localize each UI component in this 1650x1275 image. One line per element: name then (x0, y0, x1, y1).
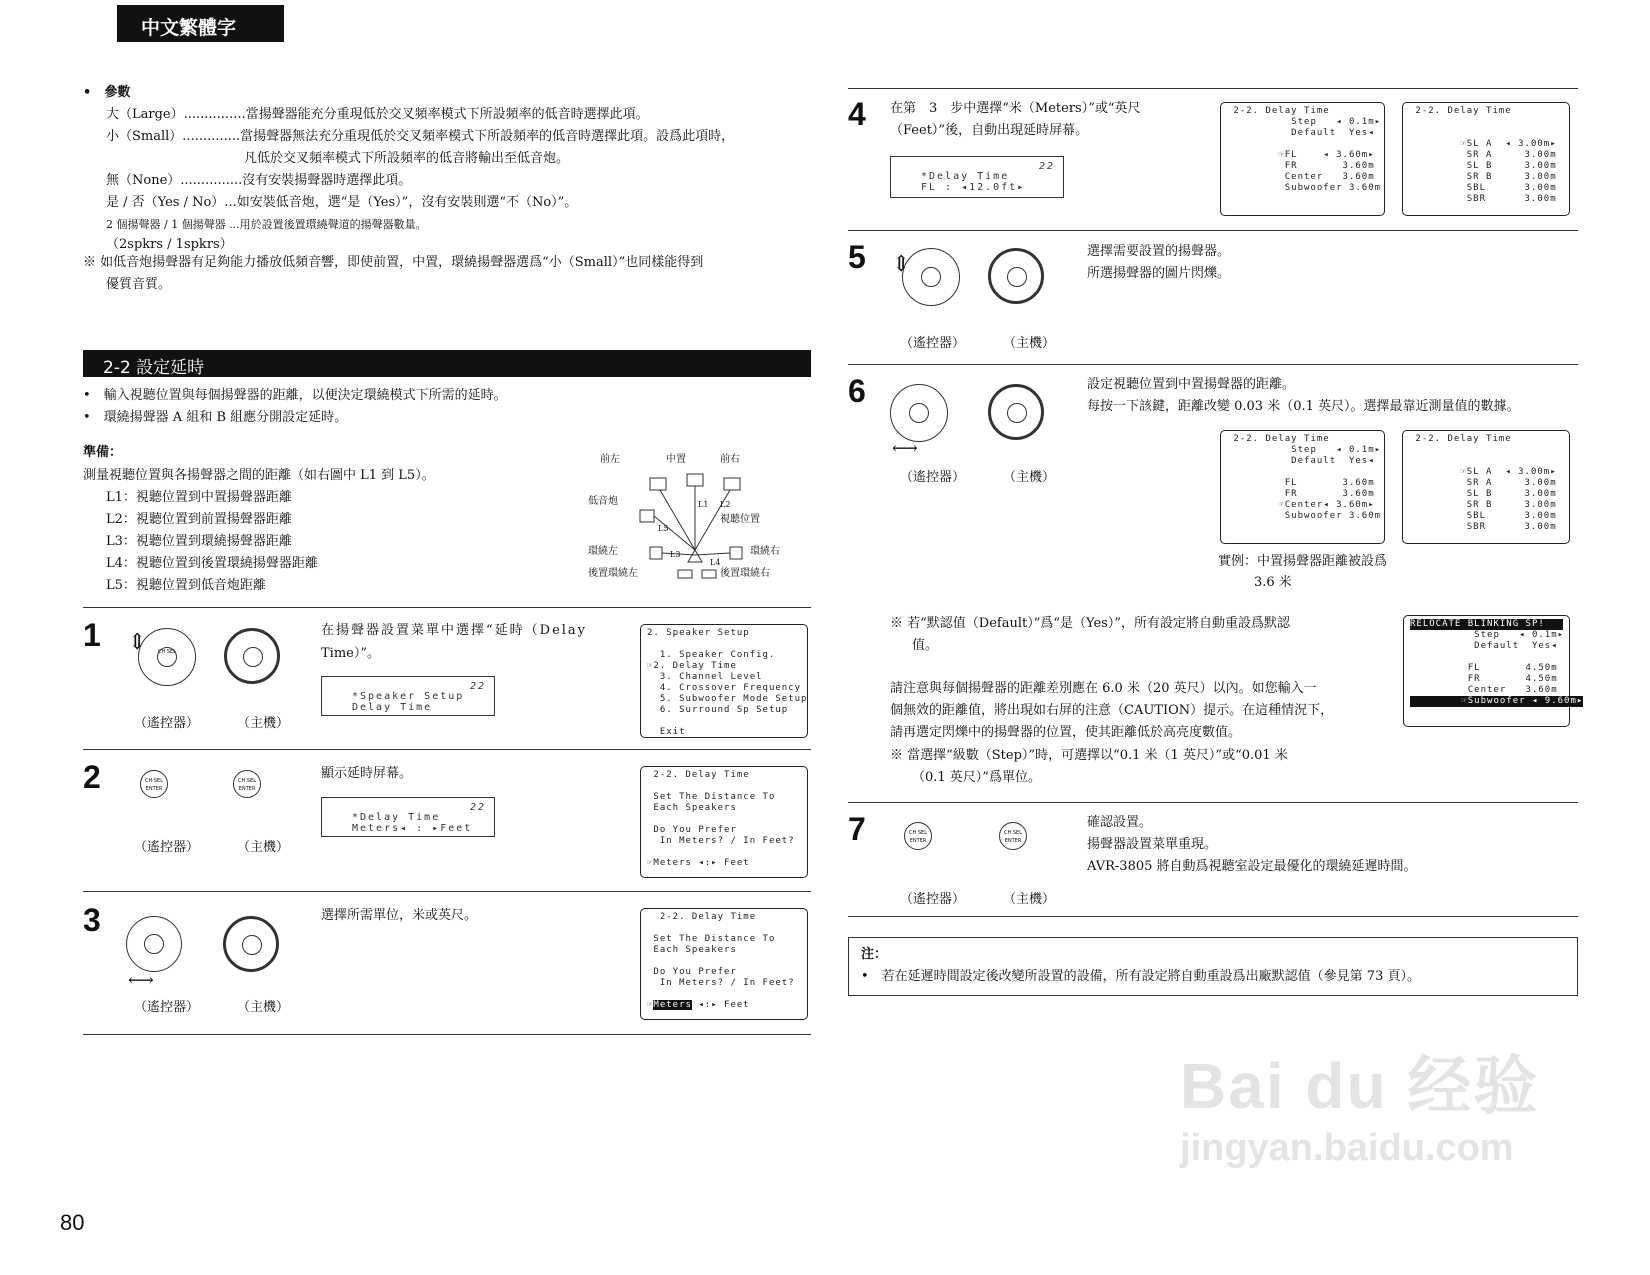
osd-line: SR A 3.00m (1409, 478, 1557, 488)
osd-delay-time (640, 766, 808, 878)
left-right-arrow-icon: ⟷ (128, 970, 154, 991)
osd-line (1227, 139, 1378, 150)
param-small: 小（Small）..............當揚聲器無法充分重現低於交叉頻率模式下所設頻率的低音時選擇此項。設爲此項時， (106, 129, 735, 144)
section-bullet-1: • 輸入視聽位置與每個揚聲器的距離，以便決定環繞模式下所需的延時。 (83, 388, 507, 403)
param-none: 無（None）...............沒有安裝揚聲器時選擇此項。 (106, 173, 412, 188)
caution-line: 請再選定閃爍中的揚聲器的位置，使其距離低於高亮度數值。 (890, 725, 1242, 740)
osd-line: Default Yes◂ (1410, 641, 1558, 651)
osd-line: Set The Distance To (647, 792, 776, 802)
front-display (321, 676, 495, 716)
ch-sel-enter-button[interactable]: CH SEL ENTER (904, 822, 932, 850)
main-unit-label: （主機） (1003, 892, 1056, 907)
remote-label: （遙控器） (134, 716, 200, 731)
language-tab: 中文繁體字 (117, 5, 284, 42)
divider (848, 364, 1578, 365)
watermark (1180, 1035, 1600, 1195)
diagram-label: 視聽位置 (720, 514, 760, 525)
osd-line: Step ◂ 0.1m▸ (1227, 445, 1382, 455)
osd-line: ☞SL A ◂ 3.00m▸ (1409, 467, 1557, 477)
display-line: Delay Time (352, 702, 433, 713)
step-text: 設定視聽位置到中置揚聲器的距離。 (1087, 377, 1296, 392)
step-number: 3 (83, 902, 101, 938)
diagram-label: 後置環繞左 (588, 568, 638, 579)
step-text: 在第 3 步中選擇“米（Meters）”或“英尺 (890, 101, 1141, 116)
step-text: 每按一下該鍵，距離改變 0.03 米（0.1 英尺）。選擇最靠近測量值的數據。 (1087, 399, 1520, 414)
osd-line: ☞Meters ◂:▸ Feet (647, 1000, 750, 1010)
osd-line: ☞SL A ◂ 3.00m▸ (1409, 139, 1557, 149)
remote-label: （遙控器） (134, 840, 200, 855)
osd-line: Subwoofer 3.60m (1227, 511, 1382, 521)
param-small-cont: 凡低於交叉頻率模式下所設頻率的低音將輸出至低音炮。 (244, 151, 570, 166)
osd-line: 2-2. Delay Time (1227, 434, 1330, 444)
osd-line (1409, 445, 1563, 456)
left-right-arrow-icon: ⟷ (892, 438, 918, 459)
step-text: 顯示延時屏幕。 (321, 766, 413, 781)
prep-item: L3：視聽位置到環繞揚聲器距離 (106, 534, 292, 549)
osd-delay-unit-select (640, 908, 808, 1020)
diagram-label: 中置 (666, 454, 686, 465)
osd-line: In Meters? / In Feet? (647, 978, 795, 988)
step-text: Time）”。 (321, 646, 380, 661)
up-down-arrow-icon: ⇕ (892, 252, 911, 277)
ch-sel-enter-button[interactable] (157, 647, 177, 667)
example-caption: 3.6 米 (1254, 575, 1292, 590)
ch-sel-enter-button[interactable] (144, 934, 164, 954)
step-text: 選擇需要設置的揚聲器。 (1087, 244, 1231, 259)
param-spkrs: 2 個揚聲器 / 1 個揚聲器 ...用於設置後置環繞聲道的揚聲器數量。 (106, 218, 427, 231)
diagram-label: L5 (658, 524, 669, 533)
osd-line: Exit (647, 727, 686, 737)
diagram-label: 環繞右 (750, 546, 780, 557)
prep-item: L2：視聽位置到前置揚聲器距離 (106, 512, 292, 527)
default-note: ※ 若“默認值（Default）”爲“是（Yes）”，所有設定將自動重設爲默認 (890, 616, 1290, 631)
diagram-label: L2 (720, 500, 731, 509)
osd-line: FL 4.50m (1410, 663, 1558, 673)
params-note-cont: 優質音質。 (106, 277, 172, 292)
osd-speaker-setup (640, 624, 808, 738)
step-number: 2 (83, 759, 101, 795)
step-text: 確認設置。 (1087, 815, 1153, 830)
main-unit-label: （主機） (1003, 470, 1056, 485)
remote-label: （遙控器） (900, 892, 966, 907)
caution-text (890, 678, 1333, 744)
divider (83, 749, 811, 750)
osd-line (647, 639, 801, 650)
osd-line: ☞FL ◂ 3.60m▸ (1227, 150, 1375, 160)
remote-label: （遙控器） (134, 1000, 200, 1015)
osd-line: SBL 3.00m (1409, 183, 1557, 193)
ch-sel-enter-button[interactable]: CH SEL ENTER (999, 822, 1027, 850)
osd-line: Each Speakers (647, 803, 737, 813)
param-yesno: 是 / 否（Yes / No）...如安裝低音炮，選“是（Yes）”，沒有安裝則選“不（No）”。 (106, 195, 578, 210)
step-text: 揚聲器設置菜單重現。 (1087, 837, 1218, 852)
prep-text: 測量視聽位置與各揚聲器之間的距離（如右圖中 L1 到 L5）。 (83, 468, 435, 483)
osd-line (647, 956, 801, 967)
osd-line: 3. Channel Level (647, 672, 763, 682)
step-number: 7 (848, 811, 866, 847)
osd-line: Default Yes◂ (1227, 128, 1375, 138)
osd-line: FR 3.60m (1227, 489, 1375, 499)
osd-line: Step ◂ 0.1m▸ (1410, 630, 1565, 640)
prep-item: L4：視聽位置到後置環繞揚聲器距離 (106, 556, 318, 571)
display-line: *Delay Time (352, 812, 441, 823)
osd-line: 4. Crossover Frequency (647, 683, 802, 693)
main-unit-dial-button[interactable] (988, 248, 1044, 304)
osd-delay-surround (1402, 102, 1570, 216)
caution-line: 個無效的距離值，將出現如右屏的注意（CAUTION）提示。在這種情況下， (890, 703, 1334, 718)
prep-title: 準備： (83, 445, 123, 460)
osd-line (647, 989, 801, 1000)
ch-sel-enter-button[interactable] (1007, 403, 1027, 423)
osd-line (1409, 117, 1563, 128)
note-box (848, 937, 1578, 996)
step-text: AVR-3805 將自動爲視聽室設定最優化的環繞延遲時間。 (1087, 859, 1417, 874)
osd-line: 2-2. Delay Time (1227, 106, 1330, 116)
params-note: ※ 如低音炮揚聲器有足夠能力播放低頻音響，即使前置，中置，環繞揚聲器選爲“小（Small）”也同樣能得到 (83, 255, 704, 270)
prep-items (106, 487, 318, 597)
osd-line: Center 3.60m (1227, 172, 1375, 182)
osd-caution-selected: ☞Subwoofer ◂ 9.60m▸ (1410, 696, 1584, 706)
osd-line: Each Speakers (647, 945, 737, 955)
step-number: 4 (848, 96, 866, 132)
diagram-label: 低音炮 (588, 496, 618, 507)
prep-item: L1：視聽位置到中置揚聲器距離 (106, 490, 292, 505)
osd-line: 6. Surround Sp Setup (647, 705, 789, 715)
osd-line: 2-2. Delay Time (1409, 106, 1512, 116)
step-text: 選擇所需單位，米或英尺。 (321, 908, 478, 923)
diagram-label: L3 (670, 550, 681, 559)
osd-line: FL 3.60m (1227, 478, 1375, 488)
watermark-brand: Bai du 经验 (1180, 1050, 1540, 1122)
main-unit-dial-button[interactable] (224, 628, 280, 684)
step-number: 1 (83, 617, 101, 653)
diagram-label: 環繞左 (588, 546, 618, 557)
osd-line (647, 814, 801, 825)
main-unit-label: （主機） (237, 716, 290, 731)
remote-dial-button[interactable] (126, 916, 182, 972)
section-header: 2-2 設定延時 (83, 350, 811, 377)
ch-sel-enter-button[interactable] (242, 935, 262, 955)
remote-dial-button[interactable] (902, 248, 960, 306)
osd-line: SR A 3.00m (1409, 150, 1557, 160)
step-number: 5 (848, 239, 866, 275)
display-line: *Delay Time (921, 171, 1010, 182)
main-unit-label: （主機） (1003, 336, 1056, 351)
remote-label: （遙控器） (900, 336, 966, 351)
ch-sel-enter-button[interactable] (1007, 267, 1027, 287)
osd-line: 2. Speaker Setup (647, 628, 750, 638)
osd-line: 5. Subwoofer Mode Setup (647, 694, 808, 704)
display-line: FL : ◂12.0ft▸ (921, 182, 1026, 193)
display-line: Meters◂ : ▸Feet (352, 823, 473, 834)
ch-sel-enter-button[interactable]: CH SEL ENTER (233, 770, 261, 798)
osd-line: FR 3.60m (1227, 161, 1375, 171)
osd-line (1410, 652, 1563, 663)
osd-line: Step ◂ 0.1m▸ (1227, 117, 1382, 127)
step-unit-note-cont: （0.1 英尺）”爲單位。 (912, 770, 1041, 785)
note-text: • 若在延遲時間設定後改變所設置的設備，所有設定將自動重設爲出廠默認值（參見第 73 頁）。 (861, 969, 1420, 984)
osd-line: SBR 3.00m (1409, 194, 1557, 204)
osd-line: ☞2. Delay Time (647, 661, 737, 671)
prep-item: L5：視聽位置到低音炮距離 (106, 578, 266, 593)
divider (83, 607, 811, 608)
remote-label: （遙控器） (900, 470, 966, 485)
osd-line: SL B 3.00m (1409, 489, 1557, 499)
osd-line: 2-2. Delay Time (1409, 434, 1512, 444)
osd-line: 2-2. Delay Time (647, 912, 757, 922)
osd-line (1227, 467, 1378, 478)
example-caption: 實例：中置揚聲器距離被設爲 (1218, 554, 1388, 569)
osd-line: Do You Prefer (647, 967, 737, 977)
osd-delay-front (1220, 102, 1385, 216)
osd-line: SBR 3.00m (1409, 522, 1557, 532)
remote-dial-button[interactable] (138, 628, 196, 686)
osd-line: ☞Center◂ 3.60m▸ (1227, 500, 1375, 510)
display-line: *Speaker Setup (352, 691, 465, 702)
osd-delay-surround (1402, 430, 1570, 544)
watermark-url: jingyan.baidu.com (1180, 1127, 1514, 1169)
osd-line (647, 923, 801, 934)
osd-caution-header: RELOCATE BLINKING SP! (1410, 619, 1563, 630)
osd-line: Subwoofer 3.60m (1227, 183, 1382, 193)
osd-line: SR B 3.00m (1409, 500, 1557, 510)
osd-line (647, 781, 801, 792)
osd-line: In Meters? / In Feet? (647, 836, 795, 846)
osd-line: Center 3.60m (1410, 685, 1558, 695)
osd-line: Do You Prefer (647, 825, 737, 835)
up-down-arrow-icon: ⇕ (128, 630, 147, 655)
ch-sel-enter-button[interactable]: CH SEL ENTER (140, 770, 168, 798)
osd-selected-unit: Meters (653, 1000, 692, 1010)
osd-line (1409, 456, 1563, 467)
diagram-label: 後置環繞右 (720, 568, 770, 579)
osd-line: SBL 3.00m (1409, 511, 1557, 521)
diagram-label: L1 (698, 500, 709, 509)
step-text: （Feet）”後，自動出現延時屏幕。 (890, 123, 1089, 138)
osd-line: SR B 3.00m (1409, 172, 1557, 182)
ch-sel-enter-button[interactable] (243, 647, 263, 667)
page-number: 80 (60, 1210, 85, 1235)
param-spkrs-en: （2spkrs / 1spkrs） (106, 237, 233, 252)
ch-sel-enter-button[interactable] (921, 267, 941, 287)
step-number: 6 (848, 373, 866, 409)
main-unit-dial-button[interactable] (223, 916, 279, 972)
divider (848, 916, 1578, 917)
step-text: 在揚聲器設置菜單中選擇“延時（Delay (321, 623, 588, 638)
osd-line: SL B 3.00m (1409, 161, 1557, 171)
main-unit-label: （主機） (237, 840, 290, 855)
divider (848, 88, 1578, 89)
section-bullet-2: • 環繞揚聲器 A 組和 B 組應分開設定延時。 (83, 410, 348, 425)
main-unit-label: （主機） (237, 1000, 290, 1015)
osd-caution (1403, 615, 1584, 727)
display-corner: 22 (469, 681, 486, 692)
osd-line (647, 847, 801, 858)
main-unit-dial-button[interactable] (988, 384, 1044, 440)
note-title: 注： (861, 947, 888, 962)
osd-line (1409, 128, 1563, 139)
front-display: 22 *Delay Time Meters◂ : ▸Feet (321, 797, 495, 837)
diagram-label: 前右 (720, 454, 740, 465)
osd-line: Set The Distance To (647, 934, 776, 944)
osd-line: ☞Meters ◂:▸ Feet (647, 858, 750, 868)
osd-line (647, 716, 801, 727)
osd-line: FR 4.50m (1410, 674, 1558, 684)
caution-line: 請注意與每個揚聲器的距離差別應在 6.0 米（20 英尺）以內。如您輸入一 (890, 681, 1317, 696)
ch-sel-enter-button[interactable] (909, 403, 929, 423)
default-note-cont: 值。 (912, 638, 939, 653)
divider (848, 802, 1578, 803)
param-large: 大（Large）...............當揚聲器能充分重現低於交叉頻率模式下所設頻率的低音時選擇此項。 (106, 107, 649, 122)
speaker-diagram (588, 450, 790, 590)
front-display: 22 *Delay Time FL : ◂12.0ft▸ (890, 156, 1064, 198)
osd-caution-body (1410, 630, 1563, 696)
divider (848, 230, 1578, 231)
divider (83, 891, 811, 892)
remote-dial-button[interactable] (890, 384, 948, 442)
osd-line: Default Yes◂ (1227, 456, 1375, 466)
chsel-label: CH SEL (158, 649, 176, 655)
osd-line: 2-2. Delay Time (647, 770, 750, 780)
diagram-label: L4 (710, 558, 721, 567)
step-unit-note: ※ 當選擇“級數（Step）”時，可選擇以“0.1 米（1 英尺）”或“0.01 米 (890, 748, 1288, 763)
osd-line: 1. Speaker Config. (647, 650, 776, 660)
params-list (106, 104, 734, 254)
params-title: • 參數 (83, 85, 131, 100)
diagram-label: 前左 (600, 454, 620, 465)
step-text: 所選揚聲器的圖片閃爍。 (1087, 266, 1231, 281)
divider (83, 1034, 811, 1035)
osd-delay-center (1220, 430, 1385, 544)
